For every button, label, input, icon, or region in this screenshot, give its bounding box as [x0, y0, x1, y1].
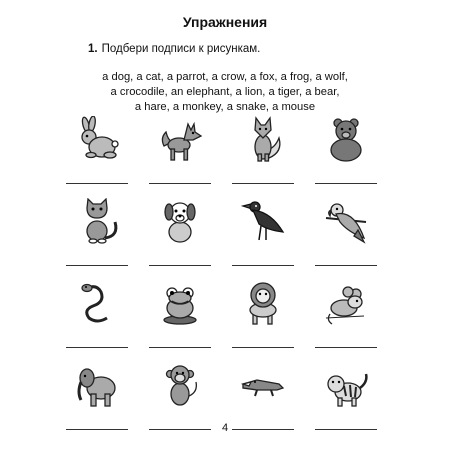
cat-icon — [75, 198, 119, 244]
word-bank-line: a crocodile, an elephant, a lion, a tiger, a bear, — [110, 86, 340, 98]
picture-cell — [149, 276, 211, 354]
rabbit-icon — [75, 116, 119, 162]
answer-line[interactable] — [66, 347, 128, 348]
picture-cell — [315, 276, 377, 354]
elephant-icon — [75, 362, 119, 408]
bear-icon — [324, 116, 368, 162]
answer-line[interactable] — [149, 183, 211, 184]
mouse-icon — [324, 280, 368, 326]
picture-grid — [66, 112, 377, 436]
answer-line[interactable] — [66, 265, 128, 266]
answer-line[interactable] — [149, 265, 211, 266]
picture-cell — [66, 276, 128, 354]
picture-cell — [149, 112, 211, 190]
frog-icon — [158, 280, 202, 326]
picture-cell — [149, 194, 211, 272]
picture-cell — [66, 194, 128, 272]
tiger-icon — [324, 362, 368, 408]
picture-cell — [232, 276, 294, 354]
answer-line[interactable] — [232, 347, 294, 348]
page-number: 4 — [221, 422, 229, 434]
fox-icon — [241, 116, 285, 162]
snake-icon — [75, 280, 119, 326]
crow-icon — [241, 198, 285, 244]
monkey-icon — [158, 362, 202, 408]
page-title: Упражнения — [182, 14, 268, 30]
crocodile-icon — [241, 362, 285, 408]
answer-line[interactable] — [66, 183, 128, 184]
word-bank-line: a dog, a cat, a parrot, a crow, a fox, a frog, a wolf, — [102, 71, 348, 83]
picture-cell — [315, 112, 377, 190]
word-bank — [0, 70, 450, 115]
parrot-icon — [324, 198, 368, 244]
picture-cell — [66, 112, 128, 190]
task-number: 1. — [88, 43, 98, 55]
picture-cell — [315, 194, 377, 272]
answer-line[interactable] — [232, 265, 294, 266]
word-bank-line: a hare, a monkey, a snake, a mouse — [134, 101, 316, 113]
wolf-icon — [158, 116, 202, 162]
picture-cell — [232, 194, 294, 272]
lion-icon — [241, 280, 285, 326]
answer-line[interactable] — [232, 183, 294, 184]
answer-line[interactable] — [315, 347, 377, 348]
task-text: Подбери подписи к рисункам. — [101, 43, 261, 55]
task-instruction — [88, 43, 260, 55]
answer-line[interactable] — [149, 347, 211, 348]
dog-icon — [158, 198, 202, 244]
answer-line[interactable] — [315, 183, 377, 184]
answer-line[interactable] — [315, 265, 377, 266]
picture-cell — [232, 112, 294, 190]
